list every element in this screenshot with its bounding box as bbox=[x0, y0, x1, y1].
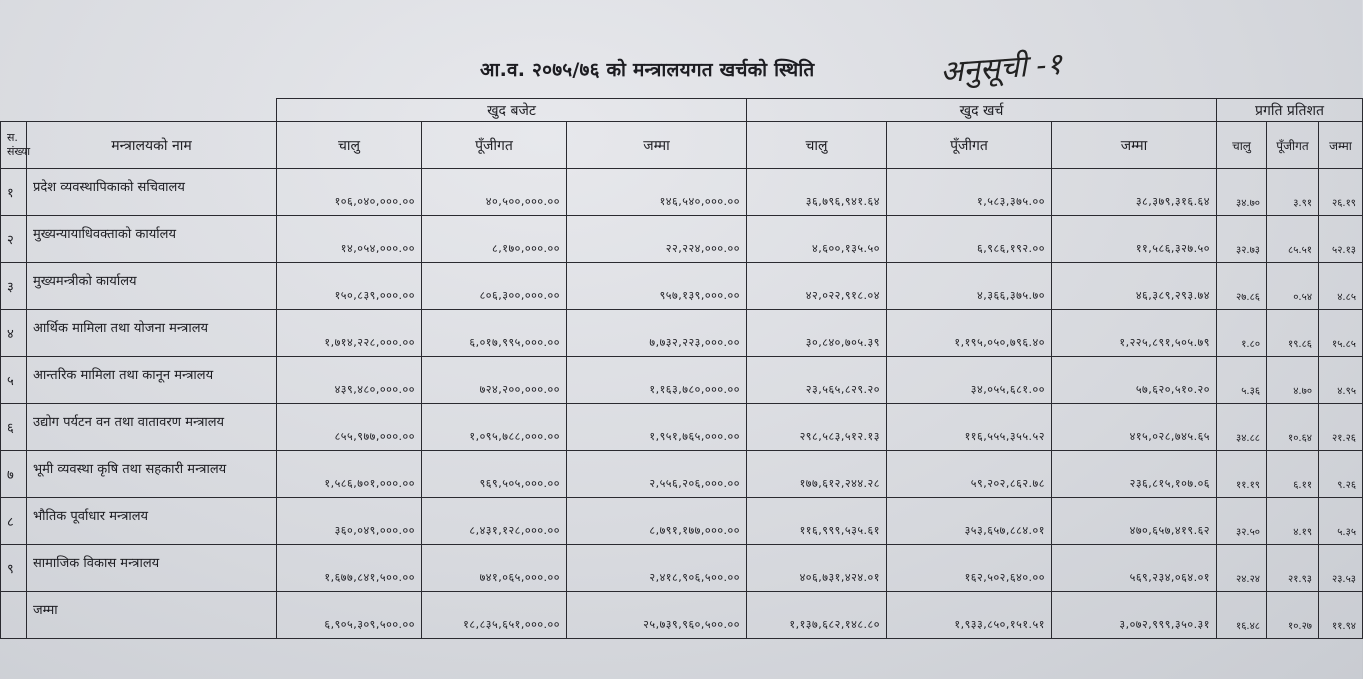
ministry-name: भूमी व्यवस्था कृषि तथा सहकारी मन्त्रालय bbox=[27, 451, 277, 498]
progress-capital: १०.६४ bbox=[1267, 404, 1319, 451]
group-header-progress: प्रगति प्रतिशत bbox=[1217, 99, 1363, 122]
progress-current: २४.२४ bbox=[1217, 545, 1267, 592]
col-pct-current: चालु bbox=[1217, 122, 1267, 169]
budget-current: ८५५,९७७,०००.०० bbox=[277, 404, 422, 451]
expense-current: २९८,५८३,५१२.१३ bbox=[747, 404, 887, 451]
progress-capital: १९.८६ bbox=[1267, 310, 1319, 357]
document-title: आ.व. २०७५/७६ को मन्त्रालयगत खर्चको स्थिति bbox=[480, 59, 815, 81]
expense-total: २३६,८१५,१०७.०६ bbox=[1052, 451, 1217, 498]
budget-current: १,६७७,८४१,५००.०० bbox=[277, 545, 422, 592]
col-budget-total: जम्मा bbox=[567, 122, 747, 169]
expense-current: ३६,७९६,९४१.६४ bbox=[747, 169, 887, 216]
expense-total: ४१५,०२८,७४५.६५ bbox=[1052, 404, 1217, 451]
budget-capital: ७२४,२००,०००.०० bbox=[422, 357, 567, 404]
col-pct-capital: पूँजीगत bbox=[1267, 122, 1319, 169]
serial-number: ५ bbox=[1, 357, 27, 404]
ministry-name: आन्तरिक मामिला तथा कानून मन्त्रालय bbox=[27, 357, 277, 404]
budget-capital: १,०९५,७८८,०००.०० bbox=[422, 404, 567, 451]
budget-capital: ८०६,३००,०००.०० bbox=[422, 263, 567, 310]
progress-current: ३२.७३ bbox=[1217, 216, 1267, 263]
expense-current: ११६,९९९,५३५.६१ bbox=[747, 498, 887, 545]
progress-total: ५.३५ bbox=[1319, 498, 1363, 545]
budget-total: २५,७३९,९६०,५००.०० bbox=[567, 592, 747, 639]
table-row bbox=[1, 263, 1363, 310]
budget-total: ७,७३२,२२३,०००.०० bbox=[567, 310, 747, 357]
expense-current: १,१३७,६८२,१४८.८० bbox=[747, 592, 887, 639]
table-row bbox=[1, 404, 1363, 451]
col-ministry-name: मन्त्रालयको नाम bbox=[27, 122, 277, 169]
progress-total: ४.८५ bbox=[1319, 263, 1363, 310]
budget-current: १५०,८३९,०००.०० bbox=[277, 263, 422, 310]
budget-total: २,४१८,९०६,५००.०० bbox=[567, 545, 747, 592]
serial-number: ४ bbox=[1, 310, 27, 357]
col-budget-capital: पूँजीगत bbox=[422, 122, 567, 169]
budget-capital: ८,४३१,१२८,०००.०० bbox=[422, 498, 567, 545]
table-row bbox=[1, 357, 1363, 404]
budget-total: २,५५६,२०६,०००.०० bbox=[567, 451, 747, 498]
total-row bbox=[1, 592, 1363, 639]
table-row bbox=[1, 451, 1363, 498]
progress-total: ९.२६ bbox=[1319, 451, 1363, 498]
progress-current: ३४.७० bbox=[1217, 169, 1267, 216]
ministry-name: मुख्यन्यायाधिवक्ताको कार्यालय bbox=[27, 216, 277, 263]
expenditure-table bbox=[0, 98, 1363, 639]
budget-total: ८,७९१,१७७,०००.०० bbox=[567, 498, 747, 545]
expense-total: ४६,३८९,२९३.७४ bbox=[1052, 263, 1217, 310]
col-sn: स. संख्या bbox=[1, 122, 27, 169]
progress-total: १५.८५ bbox=[1319, 310, 1363, 357]
col-expense-capital: पूँजीगत bbox=[887, 122, 1052, 169]
budget-current: १,७१४,२२८,०००.०० bbox=[277, 310, 422, 357]
budget-capital: ६,०१७,९९५,०००.०० bbox=[422, 310, 567, 357]
expense-capital: ४,३६६,३७५.७० bbox=[887, 263, 1052, 310]
progress-capital: ४.१९ bbox=[1267, 498, 1319, 545]
budget-current: ४३९,४८०,०००.०० bbox=[277, 357, 422, 404]
progress-capital: ०.५४ bbox=[1267, 263, 1319, 310]
progress-capital: ८५.५१ bbox=[1267, 216, 1319, 263]
expense-current: ४०६,७३१,४२४.०१ bbox=[747, 545, 887, 592]
expense-current: ४२,०२२,९१८.०४ bbox=[747, 263, 887, 310]
budget-capital: ७४१,०६५,०००.०० bbox=[422, 545, 567, 592]
progress-capital: ४.७० bbox=[1267, 357, 1319, 404]
progress-total: २१.२६ bbox=[1319, 404, 1363, 451]
budget-current: ३६०,०४९,०००.०० bbox=[277, 498, 422, 545]
expense-total: ११,५८६,३२७.५० bbox=[1052, 216, 1217, 263]
table-row bbox=[1, 169, 1363, 216]
progress-total: २३.५३ bbox=[1319, 545, 1363, 592]
expense-capital: १,९३३,८५०,१५१.५१ bbox=[887, 592, 1052, 639]
progress-current: १.८० bbox=[1217, 310, 1267, 357]
progress-capital: ६.११ bbox=[1267, 451, 1319, 498]
progress-current: १६.४८ bbox=[1217, 592, 1267, 639]
ministry-name: प्रदेश व्यवस्थापिकाको सचिवालय bbox=[27, 169, 277, 216]
annex-label: अनुसूची -१ bbox=[939, 46, 1064, 91]
group-header-budget: खुद बजेट bbox=[277, 99, 747, 122]
progress-current: ३४.८८ bbox=[1217, 404, 1267, 451]
budget-total: २२,२२४,०००.०० bbox=[567, 216, 747, 263]
budget-capital: ९६९,५०५,०००.०० bbox=[422, 451, 567, 498]
budget-total: १,१६३,७८०,०००.०० bbox=[567, 357, 747, 404]
table-row bbox=[1, 310, 1363, 357]
expense-capital: ५९,२०२,८६२.७८ bbox=[887, 451, 1052, 498]
expense-total: ४७०,६५७,४१९.६२ bbox=[1052, 498, 1217, 545]
serial-number: ६ bbox=[1, 404, 27, 451]
expense-capital: ३४,०५५,६८१.०० bbox=[887, 357, 1052, 404]
col-expense-total: जम्मा bbox=[1052, 122, 1217, 169]
serial-number: ३ bbox=[1, 263, 27, 310]
table-row bbox=[1, 545, 1363, 592]
expense-total: ३८,३७९,३१६.६४ bbox=[1052, 169, 1217, 216]
table-row bbox=[1, 498, 1363, 545]
progress-capital: १०.२७ bbox=[1267, 592, 1319, 639]
serial-number: १ bbox=[1, 169, 27, 216]
expense-current: ३०,८४०,७०५.३९ bbox=[747, 310, 887, 357]
expense-capital: १६२,५०२,६४०.०० bbox=[887, 545, 1052, 592]
progress-current: ११.१९ bbox=[1217, 451, 1267, 498]
progress-capital: २१.९३ bbox=[1267, 545, 1319, 592]
ministry-name: भौतिक पूर्वाधार मन्त्रालय bbox=[27, 498, 277, 545]
budget-current: १,५८६,७०१,०००.०० bbox=[277, 451, 422, 498]
ministry-name: सामाजिक विकास मन्त्रालय bbox=[27, 545, 277, 592]
col-budget-current: चालु bbox=[277, 122, 422, 169]
budget-capital: ८,१७०,०००.०० bbox=[422, 216, 567, 263]
col-expense-current: चालु bbox=[747, 122, 887, 169]
budget-total: ९५७,१३९,०००.०० bbox=[567, 263, 747, 310]
progress-capital: ३.९१ bbox=[1267, 169, 1319, 216]
expense-total: ५७,६२०,५१०.२० bbox=[1052, 357, 1217, 404]
budget-current: १०६,०४०,०००.०० bbox=[277, 169, 422, 216]
expense-capital: १,१९५,०५०,७९६.४० bbox=[887, 310, 1052, 357]
blank-header bbox=[1, 99, 277, 122]
budget-current: १४,०५४,०००.०० bbox=[277, 216, 422, 263]
ministry-name: आर्थिक मामिला तथा योजना मन्त्रालय bbox=[27, 310, 277, 357]
budget-total: १,९५१,७६५,०००.०० bbox=[567, 404, 747, 451]
expense-capital: ३५३,६५७,८८४.०१ bbox=[887, 498, 1052, 545]
progress-total: ११.९४ bbox=[1319, 592, 1363, 639]
expense-current: १७७,६१२,२४४.२८ bbox=[747, 451, 887, 498]
expense-capital: ११६,५५५,३५५.५२ bbox=[887, 404, 1052, 451]
table-row bbox=[1, 216, 1363, 263]
expense-total: १,२२५,८९१,५०५.७९ bbox=[1052, 310, 1217, 357]
budget-capital: ४०,५००,०००.०० bbox=[422, 169, 567, 216]
expense-total: ५६९,२३४,०६४.०१ bbox=[1052, 545, 1217, 592]
progress-current: ३२.५० bbox=[1217, 498, 1267, 545]
budget-total: १४६,५४०,०००.०० bbox=[567, 169, 747, 216]
serial-number: ८ bbox=[1, 498, 27, 545]
progress-total: ४.९५ bbox=[1319, 357, 1363, 404]
progress-current: २७.८६ bbox=[1217, 263, 1267, 310]
progress-total: ५२.१३ bbox=[1319, 216, 1363, 263]
progress-total: २६.१९ bbox=[1319, 169, 1363, 216]
budget-capital: १८,८३५,६५१,०००.०० bbox=[422, 592, 567, 639]
group-header-expense: खुद खर्च bbox=[747, 99, 1217, 122]
expense-capital: ६,९८६,१९२.०० bbox=[887, 216, 1052, 263]
serial-number bbox=[1, 592, 27, 639]
budget-current: ६,९०५,३०९,५००.०० bbox=[277, 592, 422, 639]
serial-number: २ bbox=[1, 216, 27, 263]
expense-capital: १,५८३,३७५.०० bbox=[887, 169, 1052, 216]
total-label: जम्मा bbox=[27, 592, 277, 639]
ministry-name: उद्योग पर्यटन वन तथा वातावरण मन्त्रालय bbox=[27, 404, 277, 451]
expense-total: ३,०७२,९९९,३५०.३१ bbox=[1052, 592, 1217, 639]
serial-number: ९ bbox=[1, 545, 27, 592]
ministry-name: मुख्यमन्त्रीको कार्यालय bbox=[27, 263, 277, 310]
progress-current: ५.३६ bbox=[1217, 357, 1267, 404]
expense-current: २३,५६५,८२९.२० bbox=[747, 357, 887, 404]
expense-current: ४,६००,१३५.५० bbox=[747, 216, 887, 263]
serial-number: ७ bbox=[1, 451, 27, 498]
col-pct-total: जम्मा bbox=[1319, 122, 1363, 169]
